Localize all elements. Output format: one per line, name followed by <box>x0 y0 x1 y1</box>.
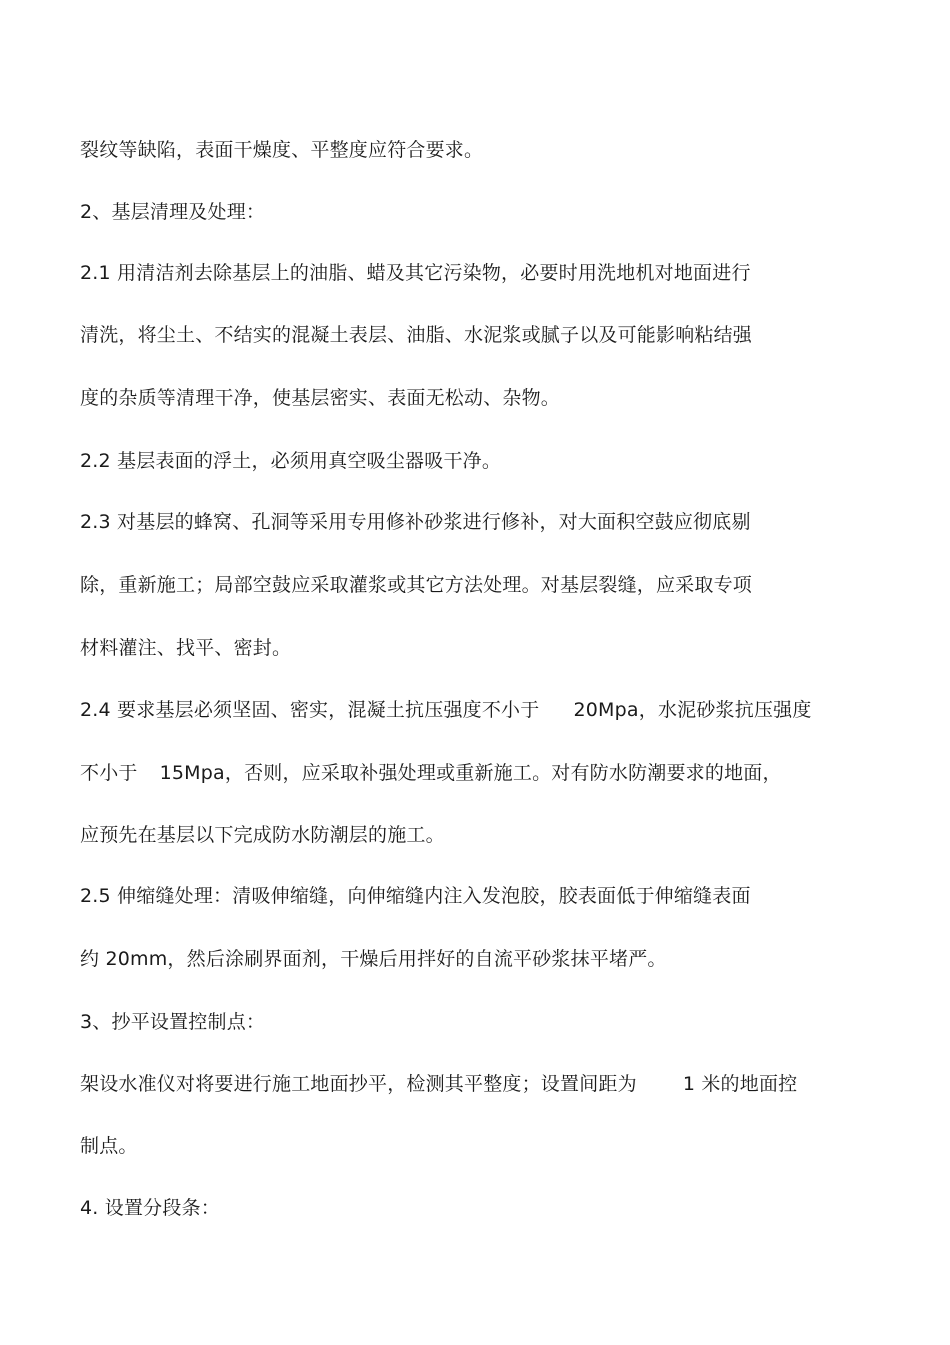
text-line: 制点。 <box>80 1135 138 1157</box>
text-line: 清洗，将尘土、不结实的混凝土表层、油脂、水泥浆或腻子以及可能影响粘结强 <box>80 324 753 346</box>
text-line: 度的杂质等清理干净，使基层密实、表面无松动、杂物。 <box>80 387 561 409</box>
text-segment: 15Mpa，否则，应采取补强处理或重新施工。对有防水防潮要求的地面， <box>159 762 782 784</box>
text-segment: 20Mpa，水泥砂浆抗压强度 <box>573 699 812 721</box>
text-segment: 架设水准仪对将要进行施工地面抄平，检测其平整度；设置间距为 <box>80 1073 637 1095</box>
text-line <box>80 761 782 785</box>
section-heading: 3、抄平设置控制点： <box>80 1011 266 1033</box>
text-line: 应预先在基层以下完成防水防潮层的施工。 <box>80 824 445 846</box>
text-line: 材料灌注、找平、密封。 <box>80 637 292 659</box>
section-heading: 2、基层清理及处理： <box>80 201 266 223</box>
text-line: 2.5 伸缩缝处理：清吸伸缩缝，向伸缩缝内注入发泡胶，胶表面低于伸缩缝表面 <box>80 885 751 907</box>
text-line: 2.1 用清洁剂去除基层上的油脂、蜡及其它污染物，必要时用洗地机对地面进行 <box>80 262 751 284</box>
text-segment: 1 米的地面控 <box>682 1073 798 1095</box>
text-segment: 不小于 <box>80 762 138 784</box>
text-line: 2.3 对基层的蜂窝、孔洞等采用专用修补砂浆进行修补，对大面积空鼓应彻底剔 <box>80 511 751 533</box>
text-segment: 2.4 要求基层必须坚固、密实，混凝土抗压强度不小于 <box>80 699 540 721</box>
text-line: 2.2 基层表面的浮土，必须用真空吸尘器吸干净。 <box>80 450 502 472</box>
text-line: 约 20mm，然后涂刷界面剂，干燥后用拌好的自流平砂浆抹平堵严。 <box>80 948 667 970</box>
text-line <box>80 1072 797 1096</box>
text-line: 除，重新施工；局部空鼓应采取灌浆或其它方法处理。对基层裂缝，应采取专项 <box>80 574 753 596</box>
section-heading: 4. 设置分段条： <box>80 1197 220 1219</box>
text-line <box>80 698 812 722</box>
text-line: 裂纹等缺陷，表面干燥度、平整度应符合要求。 <box>80 139 484 161</box>
